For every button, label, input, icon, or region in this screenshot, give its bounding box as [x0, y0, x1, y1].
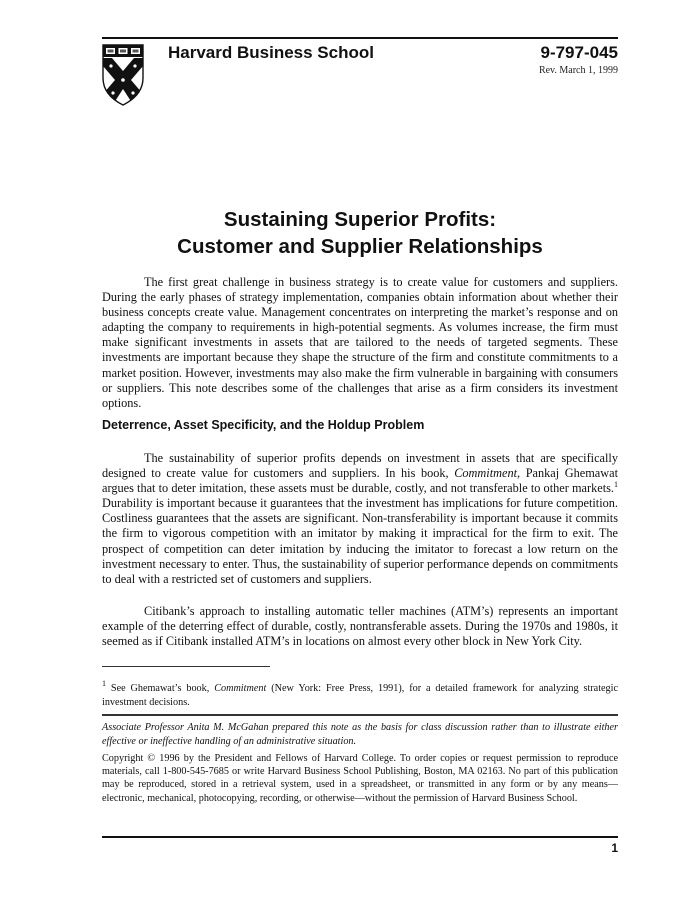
paragraph-text: The first great challenge in business strategy is to create value for customers and suppliers. During the early phases of strategy implementation, companies obtain information about whether their business concepts create value. Management concentrates on interpreting the market’s response and on adapting the company to requirements in high-potential segments. As volumes increase, the firm must make significant investments in assets that are tailored to the needs of targeted segments. These investments are important because they shape the structure of the firm and constitute commitments to a market position. However, investments may also make the firm vulnerable in bargaining with consumers or suppliers. This note describes some of the challenges that arise as a firm considers its investment options.	[102, 275, 618, 410]
header-rule	[102, 37, 618, 39]
text-run: Durability is important because it guarantees that the investment has implications for future competition. Costliness guarantees that the assets are significant. Non-transferability is important because it commits the firm to vigorous competition with an imitator by making it impractical for the firm to exit. The prospect of competition can deter imitation by inducing the imitator to forecast a low return on the investment necessary to enter. Thus, the sustainability of superior performance depends on commitments to deal with a restricted set of customers and suppliers.	[102, 496, 618, 586]
document-title	[102, 206, 618, 260]
footnote-marker: 1	[102, 679, 106, 688]
disclaimer-divider	[102, 714, 618, 716]
book-title: Commitment	[214, 683, 267, 694]
text-run: , Pankaj Ghemawat argues that to deter imitation, these assets must be durable, costly, and not transferable to other markets.	[102, 466, 618, 496]
footnote	[102, 679, 618, 710]
text-run: The sustainability of superior profits depends on investment in assets that are specifically designed to create value for customers and suppliers. In his book,	[102, 451, 618, 481]
paragraph-sustainability	[102, 451, 618, 587]
book-title: Commitment	[454, 466, 518, 481]
copyright-notice: Copyright © 1996 by the President and Fellows of Harvard College. To order copies or request permission to reproduce materials, call 1-800-545-7685 or write Harvard Business School Publishing, Boston, MA 02163. No part of this publication may be reproduced, stored in a retrieval system, used in a spreadsheet, or transmitted in any form or by any means—electronic, mechanical, photocopying, recording, or otherwise—without the permission of Harvard Business School.	[102, 753, 618, 804]
title-line-2: Customer and Supplier Relationships	[177, 235, 543, 258]
paragraph-citibank	[102, 604, 618, 649]
title-line-1: Sustaining Superior Profits:	[223, 208, 497, 231]
revision-date: Rev. March 1, 1999	[538, 65, 618, 76]
paragraph-text	[102, 451, 618, 587]
page-number: 1	[611, 841, 618, 855]
footnote-reference[interactable]: 1	[614, 480, 618, 490]
intro-paragraph	[102, 275, 618, 411]
section-heading: Deterrence, Asset Specificity, and the Holdup Problem	[102, 418, 425, 432]
hbs-shield-icon	[102, 44, 144, 106]
text-run: See Ghemawat’s book,	[106, 683, 215, 694]
paragraph-text: Citibank’s approach to installing automatic teller machines (ATM’s) represents an important example of the deterring effect of durable, costly, nontransferable assets. During the 1970s and 1980s, it seemed as if Citibank installed ATM’s in locations on almost every other block in New York City.	[102, 604, 618, 649]
text-run: (New York: Free Press, 1991), for a detailed framework for analyzing strategic investment decisions.	[102, 683, 618, 708]
case-number: 9-797-045	[540, 43, 618, 62]
institution-name: Harvard Business School	[168, 43, 374, 62]
author-disclaimer: Associate Professor Anita M. McGahan prepared this note as the basis for class discussion rather than to illustrate either effective or ineffective handling of an administrative situation.	[102, 722, 618, 747]
footnote-divider	[102, 666, 270, 667]
footer-rule	[102, 836, 618, 838]
